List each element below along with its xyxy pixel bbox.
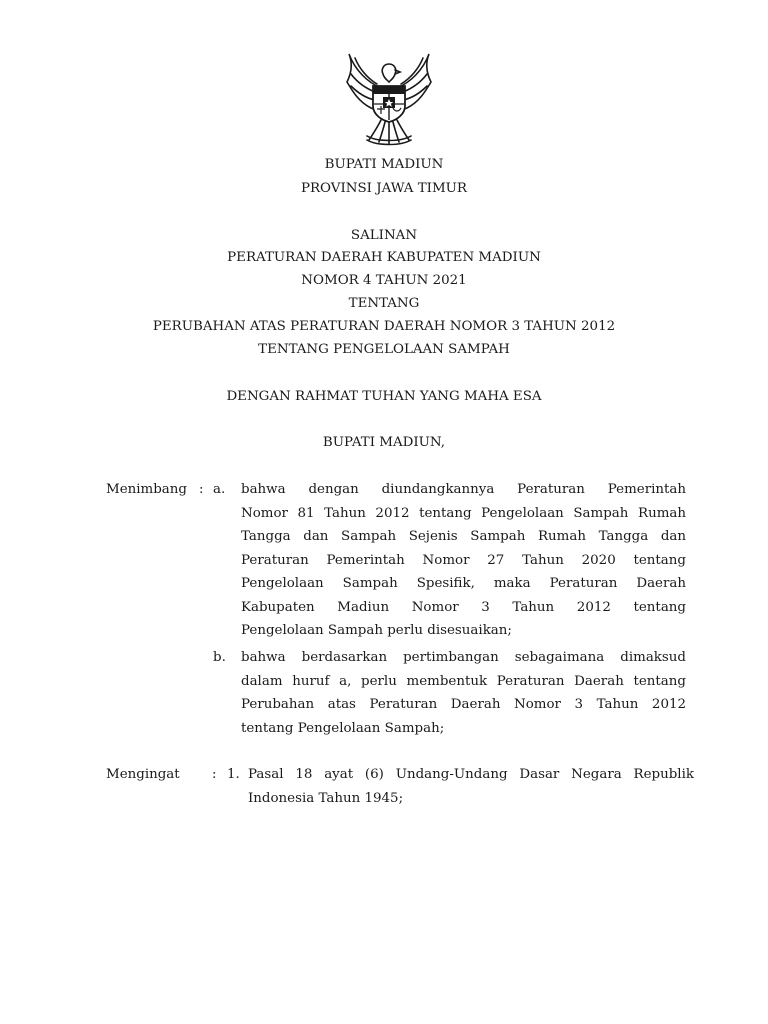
remembering-item-1-line: Indonesia Tahun 1945; bbox=[248, 790, 404, 806]
considering-item-b-text bbox=[241, 646, 686, 740]
copy-mark: SALINAN bbox=[350, 228, 418, 243]
considering-item-a-marker: a. bbox=[213, 482, 226, 497]
considering-item-a-line: Peraturan Pemerintah Nomor 27 Tahun 2020 tentang bbox=[241, 552, 686, 568]
considering-item-b-marker: b. bbox=[213, 650, 226, 665]
remembering-item-1-text bbox=[248, 763, 694, 810]
considering-item-a-line: Kabupaten Madiun Nomor 3 Tahun 2012 tentang bbox=[241, 599, 686, 615]
garuda-emblem-icon bbox=[337, 48, 441, 148]
remembering-colon: : bbox=[212, 767, 217, 782]
invocation: DENGAN RAHMAT TUHAN YANG MAHA ESA bbox=[226, 389, 542, 404]
considering-item-b-line: bahwa berdasarkan pertimbangan sebagaimana dimaksud bbox=[241, 650, 686, 665]
office-title: BUPATI MADIUN bbox=[324, 157, 444, 172]
regulation-subject-line-2: TENTANG PENGELOLAAN SAMPAH bbox=[258, 342, 510, 357]
remembering-item-1-marker: 1. bbox=[227, 767, 240, 782]
considering-item-a-line: bahwa dengan diundangkannya Peraturan Pemerintah bbox=[241, 482, 686, 497]
considering-item-a-text bbox=[241, 478, 686, 643]
considering-item-a-line: Tangga dan Sampah Sejenis Sampah Rumah Tangga dan bbox=[241, 529, 686, 544]
enactor: BUPATI MADIUN, bbox=[322, 435, 446, 450]
considering-label: Menimbang bbox=[106, 482, 187, 497]
considering-colon: : bbox=[199, 482, 204, 497]
remembering-item-1-line: Pasal 18 ayat (6) Undang-Undang Dasar Negara Republik bbox=[248, 767, 694, 782]
considering-item-b-line: tentang Pengelolaan Sampah; bbox=[241, 720, 445, 736]
considering-item-a-line: Pengelolaan Sampah Spesifik, maka Peraturan Daerah bbox=[241, 576, 686, 591]
regulation-title: PERATURAN DAERAH KABUPATEN MADIUN bbox=[227, 250, 541, 265]
remembering-label: Mengingat bbox=[106, 767, 180, 782]
considering-item-b-line: dalam huruf a, perlu membentuk Peraturan Daerah tentang bbox=[241, 673, 686, 689]
about-label: TENTANG bbox=[348, 296, 420, 311]
regulation-subject-line-1: PERUBAHAN ATAS PERATURAN DAERAH NOMOR 3 TAHUN 2012 bbox=[152, 319, 616, 334]
regulation-number: NOMOR 4 TAHUN 2021 bbox=[301, 273, 467, 288]
considering-item-a-line: Nomor 81 Tahun 2012 tentang Pengelolaan Sampah Rumah bbox=[241, 505, 686, 521]
considering-item-b-line: Perubahan atas Peraturan Daerah Nomor 3 Tahun 2012 bbox=[241, 697, 686, 712]
considering-item-a-line: Pengelolaan Sampah perlu disesuaikan; bbox=[241, 623, 512, 638]
province-title: PROVINSI JAWA TIMUR bbox=[300, 181, 468, 196]
